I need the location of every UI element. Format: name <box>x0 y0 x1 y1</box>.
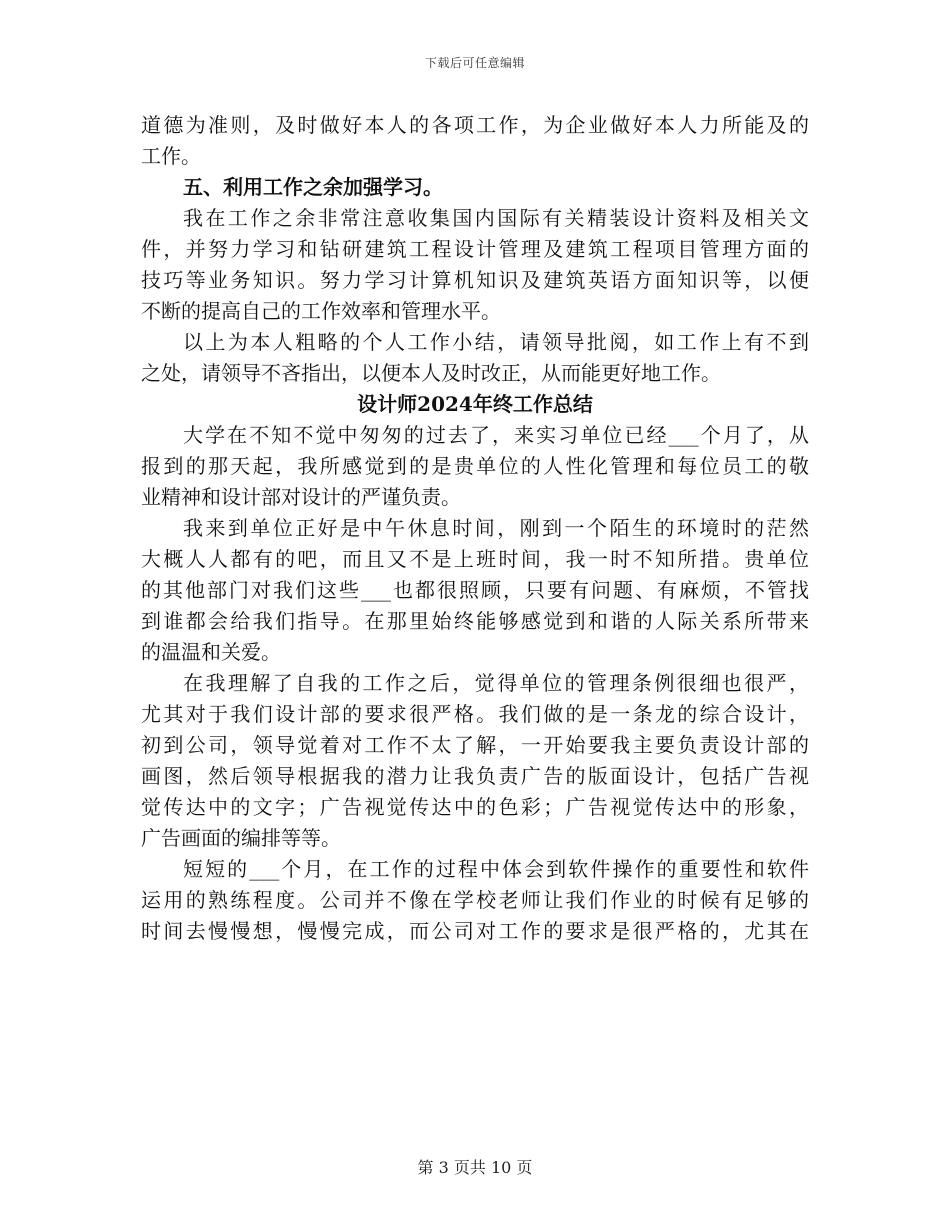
body-line: 技巧等业务知识。努力学习计算机知识及建筑英语方面知识等，以便 <box>141 268 809 292</box>
body-line: 不断的提高自己的工作效率和管理水平。 <box>141 299 501 323</box>
body-line: 到谁都会给我们指导。在那里始终能够感觉到和谐的人际关系所带来 <box>141 609 809 633</box>
body-line: 在我理解了自我的工作之后，觉得单位的管理条例很细也很严， <box>183 671 809 695</box>
body-line: 尤其对于我们设计部的要求很严格。我们做的是一条龙的综合设计， <box>141 702 809 726</box>
body-line: 大概人人都有的吧，而且又不是上班时间，我一时不知所措。贵单位 <box>141 547 809 571</box>
body-line: 业精神和设计部对设计的严谨负责。 <box>141 485 461 509</box>
body-line: 以上为本人粗略的个人工作小结，请领导批阅，如工作上有不到 <box>183 330 809 354</box>
page-header-note: 下载后可任意编辑 <box>424 56 525 70</box>
body-line: 工作。 <box>141 144 201 168</box>
body-line: 我来到单位正好是中午休息时间，刚到一个陌生的环境时的茫然 <box>183 516 809 540</box>
body-line: 短短的___个月，在工作的过程中体会到软件操作的重要性和软件 <box>183 857 809 881</box>
section-heading: 五、利用工作之余加强学习。 <box>183 175 443 199</box>
document-body <box>141 110 809 947</box>
body-line: 我在工作之余非常注意收集国内国际有关精装设计资料及相关文 <box>183 206 809 230</box>
body-line: 的其他部门对我们这些___也都很照顾，只要有问题、有麻烦，不管找 <box>141 578 809 602</box>
body-line: 觉传达中的文字；广告视觉传达中的色彩；广告视觉传达中的形象， <box>141 795 809 819</box>
body-line: 道德为准则，及时做好本人的各项工作，为企业做好本人力所能及的 <box>141 113 809 137</box>
body-line: 的温温和关爱。 <box>141 640 281 664</box>
body-line: 报到的那天起，我所感觉到的是贵单位的人性化管理和每位员工的敬 <box>141 454 809 478</box>
body-line: 运用的熟练程度。公司并不像在学校老师让我们作业的时候有足够的 <box>141 888 809 912</box>
page-number-footer: 第 3 页共 10 页 <box>417 1158 533 1177</box>
body-line: 画图，然后领导根据我的潜力让我负责广告的版面设计，包括广告视 <box>141 764 809 788</box>
body-line: 初到公司，领导觉着对工作不太了解，一开始要我主要负责设计部的 <box>141 733 809 757</box>
body-line: 广告画面的编排等等。 <box>141 826 341 850</box>
body-line: 大学在不知不觉中匆匆的过去了，来实习单位已经___个月了，从 <box>183 423 809 447</box>
body-line: 时间去慢慢想，慢慢完成，而公司对工作的要求是很严格的，尤其在 <box>141 919 809 943</box>
document-title: 设计师2024年终工作总结 <box>357 392 593 416</box>
body-line: 之处，请领导不吝指出，以便本人及时改正，从而能更好地工作。 <box>141 361 721 385</box>
body-line: 件，并努力学习和钻研建筑工程设计管理及建筑工程项目管理方面的 <box>141 237 809 261</box>
